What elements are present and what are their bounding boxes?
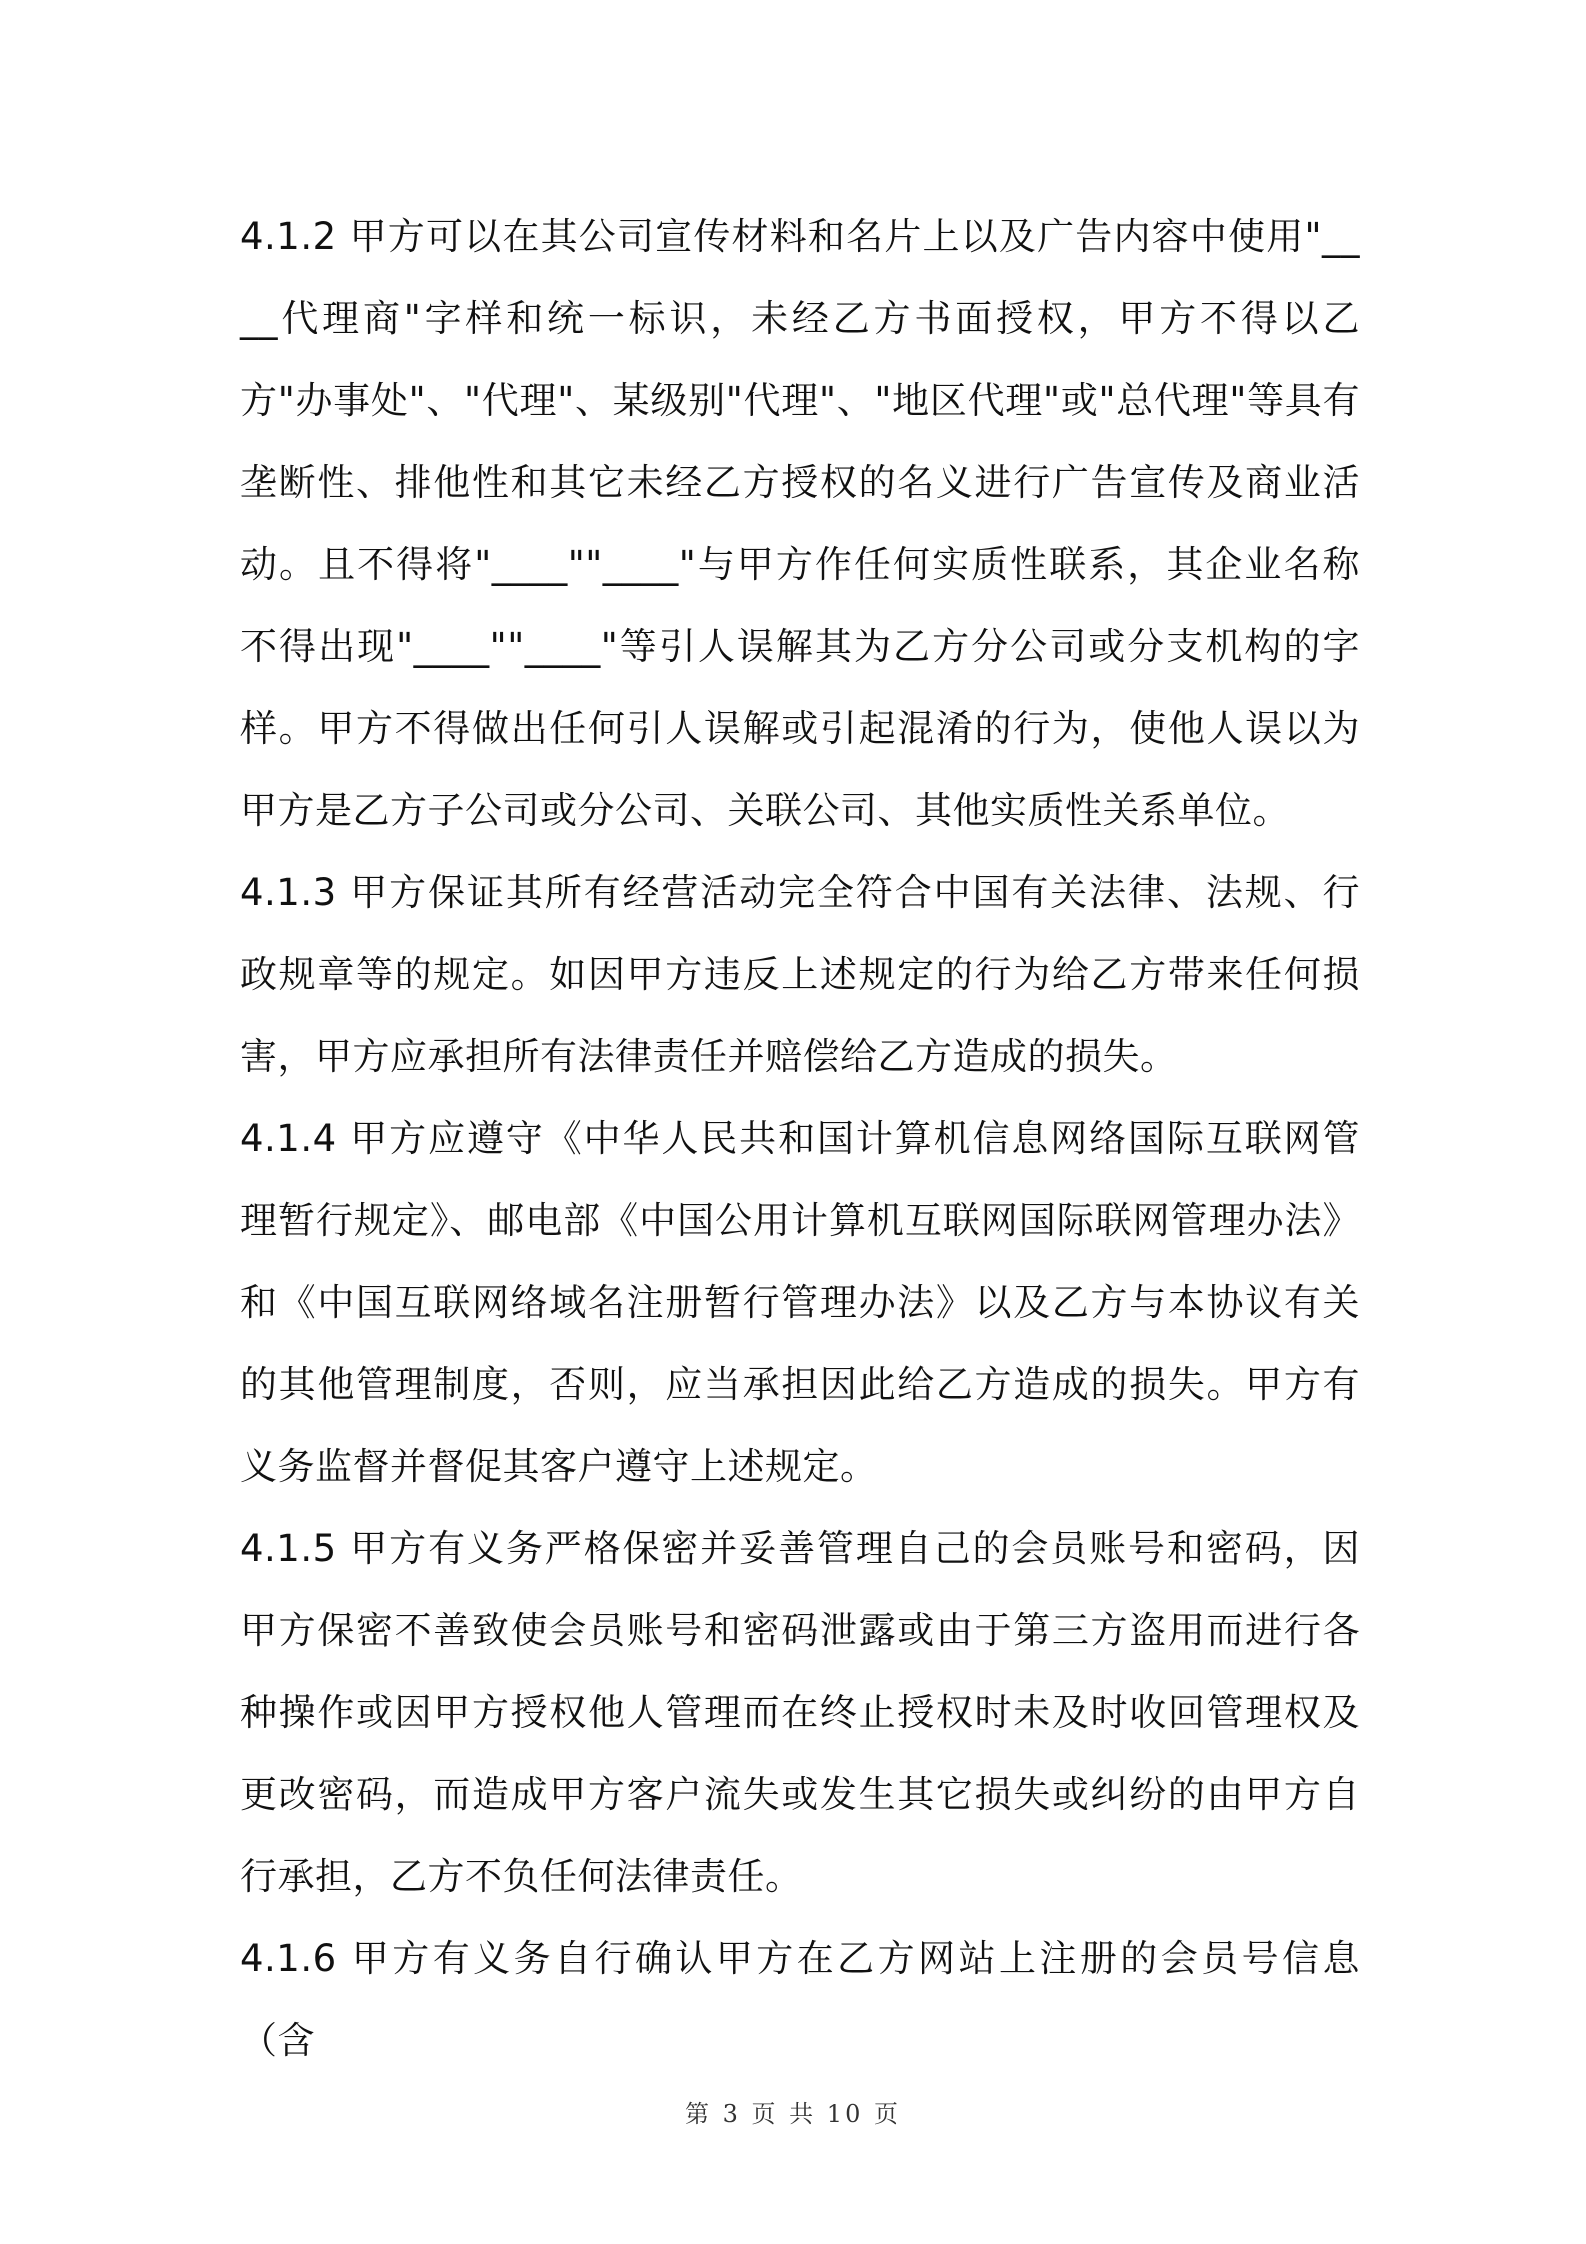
clause-4-1-2: 4.1.2 甲方可以在其公司宣传材料和名片上以及广告内容中使用"____代理商"字样和统一标识，未经乙方书面授权，甲方不得以乙方"办事处"、"代理"、某级别"代理"、"地区代理"或"总代理"等具有垄断性、排他性和其它未经乙方授权的名义进行广告宣传及商业活动。且不得将"____""____"与甲方作任何实质性联系，其企业名称不得出现"____""____"等引人误解其为乙方分公司或分支机构的字样。甲方不得做出任何引人误解或引起混淆的行为，使他人误以为甲方是乙方子公司或分公司、关联公司、其他实质性关系单位。	[240, 215, 1360, 832]
clause-4-1-4: 4.1.4 甲方应遵守《中华人民共和国计算机信息网络国际互联网管理暂行规定》、邮电部《中国公用计算机互联网国际联网管理办法》和《中国互联网络域名注册暂行管理办法》以及乙方与本协议有关的其他管理制度，否则，应当承担因此给乙方造成的损失。甲方有义务监督并督促其客户遵守上述规定。	[240, 1117, 1360, 1488]
page-number-footer: 第 3 页 共 10 页	[685, 2100, 901, 2128]
document-body	[240, 196, 1360, 2082]
clause-4-1-5: 4.1.5 甲方有义务严格保密并妥善管理自己的会员账号和密码，因甲方保密不善致使会员账号和密码泄露或由于第三方盗用而进行各种操作或因甲方授权他人管理而在终止授权时未及时收回管理权及更改密码，而造成甲方客户流失或发生其它损失或纠纷的由甲方自行承担，乙方不负任何法律责任。	[240, 1527, 1360, 1898]
clause-4-1-6: 4.1.6 甲方有义务自行确认甲方在乙方网站上注册的会员号信息（含	[240, 1937, 1360, 2062]
clause-4-1-3: 4.1.3 甲方保证其所有经营活动完全符合中国有关法律、法规、行政规章等的规定。如因甲方违反上述规定的行为给乙方带来任何损害，甲方应承担所有法律责任并赔偿给乙方造成的损失。	[240, 871, 1360, 1078]
